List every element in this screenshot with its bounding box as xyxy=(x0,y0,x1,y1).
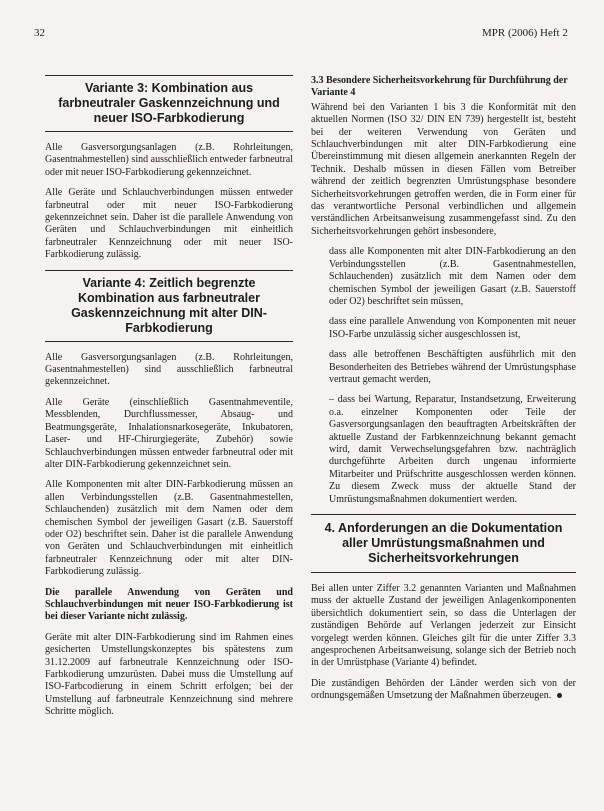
variant-4-heading: Variante 4: Zeitlich begrenzte Kombination aus farbneutraler Gaskennzeichnung mit alter DIN-Farbkodierung xyxy=(71,275,267,335)
list-item: dass eine parallele Anwendung von Komponenten mit neuer ISO-Farbe unzulässig sicher ausgeschlossen ist, xyxy=(329,316,576,340)
paragraph: Alle Komponenten mit alter DIN-Farbkodierung müssen an allen Verbindungsstellen (z.B. Gasentnahmestellen, Schlauchenden) zusätzlich mit dem Namen oder dem chemischen Symbol der jeweiligen Gasart (z.B. Sauerstoff oder O2) beschriftet sein. Daher ist die parallele Anwendung von Geräten und Schlauchverbindungen mit einheitlich farbneutraler Kennzeichnung oder mit alter DIN-Farbkodierung zulässig. xyxy=(45,479,293,578)
paragraph: Während bei den Varianten 1 bis 3 die Konformität mit den aktuellen Normen (ISO 32/ DIN EN 739) hergestellt ist, besteht bei der weiteren Verwendung von Geräten und Schlauchverbindungen mit alter DIN-Farbkodierung eine Übereinstimmung mit diesen allgemein anerkannten Regeln der Technik. Deshalb müssen in diesen Fällen vom Betreiber während der zeitlich begrenzten Umrüstungsphase besondere Sicherheitsvorkehrungen getroffen werden, die in Form einer für das verantwortliche Personal verbindlichen und allgemein verständlichen Arbeitsanweisung zusammengefasst sind. Zu den Sicherheitsvorkehrungen gehört insbesondere, xyxy=(311,101,576,237)
journal-header: MPR (2006) Heft 2 xyxy=(482,27,568,39)
list-item: – dass bei Wartung, Reparatur, Instandsetzung, Erweiterung o.a. einzelner Komponenten oder Teile der Gasversorgungsanlagen den beauftragten Arbeitskräften der aktuelle Zustand der Farbkennzeichnung bekannt gemacht wird, damit Verwechselungsgefahren bzw. nachträglich durchgeführte Arbeiten durch ungenau informierte Mitarbeiter und Prüfschritte ausgeschlossen werden können. Zu diesem Zweck muss der aktuelle Stand der Umrüstungsmaßnahmen dokumentiert werden. xyxy=(329,394,576,505)
section-3-3-heading: 3.3 Besondere Sicherheitsvorkehrung für Durchführung der Variante 4 xyxy=(311,75,568,99)
end-bullet-icon xyxy=(557,693,562,698)
divider xyxy=(311,572,576,573)
list-item: dass alle betroffenen Beschäftigten ausführlich mit den Besonderheiten des Betriebes während der Umrüstungsphase vertraut gemacht werden, xyxy=(329,349,576,385)
variant-3-heading: Variante 3: Kombination aus farbneutraler Gaskennzeichnung und neuer ISO-Farbkodierung xyxy=(58,81,280,125)
list-item: dass alle Komponenten mit alter DIN-Farbkodierung an den Verbindungsstellen (z.B. Gasentnahmestellen, Schlauchenden) zusätzlich mit dem Namen oder dem chemischen Symbol der jeweiligen Gasart (z.B. Sauerstoff oder O2) beschriftet sein müssen, xyxy=(329,246,576,307)
paragraph: Alle Geräte (einschließlich Gasentnahmeventile, Messblenden, Durchflussmesser, Absaug- und Beatmungsgeräte, Inhalationsnarkosegeräte, Inkubatoren, Laser- und HF-Chirurgiegeräte, Zubehör) sowie Schlauchverbindungen müssen entweder farbneutral oder mit alter DIN-Farbkodierung gekennzeichnet sein. xyxy=(45,396,293,470)
divider xyxy=(311,514,576,515)
paragraph: Alle Gasversorgungsanlagen (z.B. Rohrleitungen, Gasentnahmestellen) sind ausschließlich farbneutral gekennzeichnet. xyxy=(45,351,293,388)
divider xyxy=(45,341,293,342)
right-column xyxy=(311,75,576,711)
paragraph xyxy=(311,678,576,703)
divider xyxy=(45,270,293,271)
paragraph: Geräte mit alter DIN-Farbkodierung sind im Rahmen eines gesicherten Umstellungskonzeptes bis spätestens zum 31.12.2009 auf farbneutrale Kennzeichnung oder ISO-Farbkodierung umzurüsten. Dabei muss die Umstellung auf ISO-Farbcodierung in einem Schritt erfolgen; bei der Umstellung auf farbneutrale Kennzeichnung sind mehrere Schritte möglich. xyxy=(45,631,293,718)
paragraph: Bei allen unter Ziffer 3.2 genannten Varianten und Maßnahmen muss der aktuelle Zustand der jeweiligen Anlagenkomponenten übersichtlich dokumentiert sein, so dass die Unterlagen der zuständigen Behörde auf Verlangen jederzeit zur Einsicht vorgelegt werden können. Gleiches gilt für die unter Ziffer 3.3 angesprochenen Arbeitsanweisung, solange sich der Betrieb noch in der Umrüstphase (Variante 4) befindet. xyxy=(311,583,576,669)
divider xyxy=(45,75,293,76)
divider xyxy=(45,131,293,132)
paragraph: Alle Geräte und Schlauchverbindungen müssen entweder farbneutral oder mit neuer ISO-Farbkodierung gekennzeichnet sein. Daher ist die parallele Anwendung von Geräten und Schlauchverbindungen mit einheitlich farbneutraler Kennzeichnung oder mit neuer ISO-Farbkodierung zulässig. xyxy=(45,187,293,261)
left-column xyxy=(45,75,293,727)
paragraph: Alle Gasversorgungsanlagen (z.B. Rohrleitungen, Gasentnahmestellen) sind ausschließlich entweder farbneutral oder mit neuer ISO-Farbkodierung gekennzeichnet. xyxy=(45,142,293,178)
section-4-heading: 4. Anforderungen an die Dokumentation aller Umrüstungsmaßnahmen und Sicherheitsvorkehrungen xyxy=(324,521,563,565)
bold-note: Die parallele Anwendung von Geräten und Schlauchverbindungen mit neuer ISO-Farbkodierung ist bei dieser Variante nicht zulässig. xyxy=(45,586,293,623)
closing-text: Die zuständigen Behörden der Länder werden sich von der ordnungsgemäßen Umsetzung der Maßnahmen überzeugen. xyxy=(311,677,576,702)
page-number: 32 xyxy=(34,27,45,39)
